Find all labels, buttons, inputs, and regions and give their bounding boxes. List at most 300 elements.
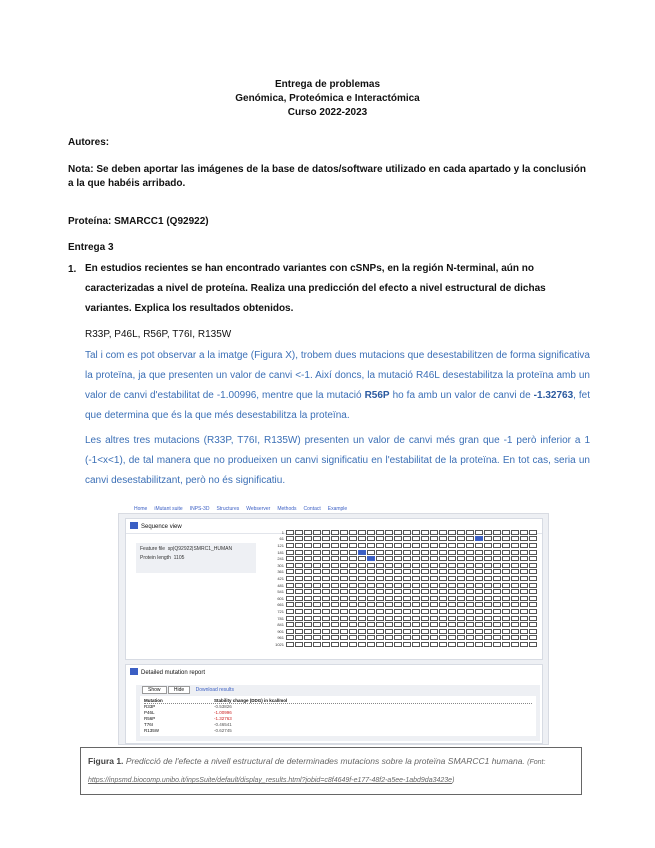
residue-cell[interactable] <box>340 609 348 614</box>
residue-cell[interactable] <box>421 530 429 535</box>
residue-cell[interactable] <box>376 563 384 568</box>
residue-cell[interactable] <box>502 629 510 634</box>
residue-cell[interactable] <box>367 642 375 647</box>
residue-cell[interactable] <box>385 596 393 601</box>
residue-cell[interactable] <box>421 576 429 581</box>
residue-cell[interactable] <box>313 609 321 614</box>
residue-cell[interactable] <box>367 602 375 607</box>
residue-cell[interactable] <box>394 536 402 541</box>
residue-cell[interactable] <box>349 543 357 548</box>
residue-cell[interactable] <box>484 576 492 581</box>
residue-cell[interactable] <box>331 583 339 588</box>
residue-cell[interactable] <box>349 530 357 535</box>
residue-cell[interactable] <box>502 589 510 594</box>
residue-cell[interactable] <box>466 576 474 581</box>
residue-cell[interactable] <box>295 530 303 535</box>
residue-cell[interactable] <box>502 543 510 548</box>
residue-cell[interactable] <box>457 616 465 621</box>
residue-cell[interactable] <box>466 583 474 588</box>
residue-cell[interactable] <box>466 642 474 647</box>
residue-cell[interactable] <box>367 576 375 581</box>
residue-cell[interactable] <box>412 550 420 555</box>
residue-cell[interactable] <box>349 550 357 555</box>
residue-cell[interactable] <box>367 589 375 594</box>
residue-cell[interactable] <box>367 622 375 627</box>
residue-cell[interactable] <box>340 530 348 535</box>
residue-cell[interactable] <box>466 609 474 614</box>
residue-cell[interactable] <box>493 530 501 535</box>
residue-cell[interactable] <box>358 576 366 581</box>
residue-cell[interactable] <box>511 642 519 647</box>
residue-cell[interactable] <box>448 596 456 601</box>
residue-cell[interactable] <box>475 642 483 647</box>
residue-cell[interactable] <box>313 550 321 555</box>
residue-cell[interactable] <box>394 622 402 627</box>
residue-cell[interactable] <box>322 629 330 634</box>
residue-cell[interactable] <box>511 536 519 541</box>
residue-cell[interactable] <box>493 583 501 588</box>
residue-cell[interactable] <box>367 609 375 614</box>
residue-cell[interactable] <box>421 543 429 548</box>
residue-cell[interactable] <box>448 583 456 588</box>
residue-cell[interactable] <box>520 583 528 588</box>
residue-cell[interactable] <box>349 602 357 607</box>
residue-cell[interactable] <box>457 629 465 634</box>
residue-cell[interactable] <box>295 563 303 568</box>
residue-cell[interactable] <box>457 556 465 561</box>
residue-cell[interactable] <box>322 622 330 627</box>
residue-cell[interactable] <box>466 602 474 607</box>
residue-cell[interactable] <box>529 616 537 621</box>
residue-cell[interactable] <box>430 569 438 574</box>
residue-cell[interactable] <box>493 622 501 627</box>
residue-cell[interactable] <box>457 563 465 568</box>
residue-cell[interactable] <box>313 642 321 647</box>
residue-cell[interactable] <box>349 616 357 621</box>
residue-cell[interactable] <box>358 530 366 535</box>
residue-cell[interactable] <box>385 589 393 594</box>
residue-cell[interactable] <box>376 589 384 594</box>
residue-cell[interactable] <box>457 543 465 548</box>
residue-cell[interactable] <box>466 556 474 561</box>
residue-cell[interactable] <box>448 635 456 640</box>
residue-cell[interactable] <box>484 642 492 647</box>
residue-cell[interactable] <box>439 622 447 627</box>
residue-cell[interactable] <box>304 602 312 607</box>
residue-cell[interactable] <box>322 556 330 561</box>
residue-cell[interactable] <box>340 589 348 594</box>
residue-cell[interactable] <box>349 589 357 594</box>
residue-cell[interactable] <box>529 602 537 607</box>
residue-cell[interactable] <box>304 609 312 614</box>
residue-cell[interactable] <box>502 583 510 588</box>
residue-cell[interactable] <box>403 563 411 568</box>
residue-cell[interactable] <box>412 596 420 601</box>
residue-cell[interactable] <box>448 530 456 535</box>
residue-cell[interactable] <box>403 569 411 574</box>
residue-cell[interactable] <box>349 583 357 588</box>
residue-cell[interactable] <box>304 550 312 555</box>
residue-cell[interactable] <box>412 609 420 614</box>
residue-cell[interactable] <box>466 543 474 548</box>
residue-cell[interactable] <box>439 602 447 607</box>
residue-cell[interactable] <box>466 563 474 568</box>
residue-cell[interactable] <box>313 602 321 607</box>
residue-cell[interactable] <box>358 596 366 601</box>
residue-cell[interactable] <box>367 556 375 561</box>
residue-cell[interactable] <box>286 550 294 555</box>
residue-cell[interactable] <box>493 642 501 647</box>
residue-cell[interactable] <box>520 635 528 640</box>
residue-cell[interactable] <box>358 556 366 561</box>
residue-cell[interactable] <box>520 530 528 535</box>
residue-cell[interactable] <box>529 569 537 574</box>
residue-cell[interactable] <box>520 556 528 561</box>
residue-cell[interactable] <box>511 530 519 535</box>
residue-cell[interactable] <box>322 642 330 647</box>
residue-cell[interactable] <box>502 563 510 568</box>
residue-cell[interactable] <box>322 530 330 535</box>
residue-cell[interactable] <box>457 536 465 541</box>
residue-cell[interactable] <box>403 583 411 588</box>
residue-cell[interactable] <box>511 596 519 601</box>
residue-cell[interactable] <box>448 629 456 634</box>
residue-cell[interactable] <box>466 629 474 634</box>
residue-cell[interactable] <box>385 563 393 568</box>
residue-cell[interactable] <box>376 635 384 640</box>
residue-cell[interactable] <box>358 629 366 634</box>
residue-cell[interactable] <box>466 635 474 640</box>
residue-cell[interactable] <box>475 616 483 621</box>
residue-cell[interactable] <box>313 576 321 581</box>
residue-cell[interactable] <box>304 569 312 574</box>
residue-cell[interactable] <box>457 530 465 535</box>
residue-cell[interactable] <box>322 583 330 588</box>
residue-cell[interactable] <box>376 569 384 574</box>
residue-cell[interactable] <box>358 563 366 568</box>
residue-cell[interactable] <box>475 622 483 627</box>
residue-cell[interactable] <box>403 530 411 535</box>
residue-cell[interactable] <box>394 530 402 535</box>
residue-cell[interactable] <box>385 569 393 574</box>
residue-cell[interactable] <box>394 550 402 555</box>
residue-cell[interactable] <box>358 609 366 614</box>
residue-cell[interactable] <box>322 569 330 574</box>
residue-cell[interactable] <box>430 536 438 541</box>
residue-cell[interactable] <box>421 556 429 561</box>
residue-cell[interactable] <box>502 530 510 535</box>
residue-cell[interactable] <box>448 602 456 607</box>
residue-cell[interactable] <box>322 596 330 601</box>
residue-cell[interactable] <box>340 536 348 541</box>
residue-cell[interactable] <box>313 629 321 634</box>
residue-cell[interactable] <box>331 543 339 548</box>
residue-cell[interactable] <box>340 543 348 548</box>
residue-cell[interactable] <box>349 629 357 634</box>
residue-cell[interactable] <box>340 622 348 627</box>
residue-cell[interactable] <box>394 602 402 607</box>
residue-cell[interactable] <box>331 569 339 574</box>
residue-cell[interactable] <box>520 543 528 548</box>
residue-cell[interactable] <box>367 569 375 574</box>
residue-cell[interactable] <box>457 550 465 555</box>
residue-cell[interactable] <box>430 556 438 561</box>
residue-cell[interactable] <box>358 536 366 541</box>
residue-cell[interactable] <box>439 536 447 541</box>
residue-cell[interactable] <box>385 576 393 581</box>
residue-cell[interactable] <box>394 642 402 647</box>
residue-cell[interactable] <box>448 550 456 555</box>
residue-cell[interactable] <box>358 569 366 574</box>
residue-cell[interactable] <box>484 609 492 614</box>
residue-cell[interactable] <box>475 609 483 614</box>
residue-cell[interactable] <box>421 622 429 627</box>
collapse-icon-2[interactable] <box>130 668 138 675</box>
residue-cell[interactable] <box>394 583 402 588</box>
residue-cell[interactable] <box>349 596 357 601</box>
residue-cell[interactable] <box>340 563 348 568</box>
residue-cell[interactable] <box>475 550 483 555</box>
residue-cell[interactable] <box>511 635 519 640</box>
residue-cell[interactable] <box>295 536 303 541</box>
residue-cell[interactable] <box>340 550 348 555</box>
residue-cell[interactable] <box>457 589 465 594</box>
residue-cell[interactable] <box>511 556 519 561</box>
residue-cell[interactable] <box>340 635 348 640</box>
residue-cell[interactable] <box>412 543 420 548</box>
residue-cell[interactable] <box>439 530 447 535</box>
residue-cell[interactable] <box>439 556 447 561</box>
residue-cell[interactable] <box>349 556 357 561</box>
residue-cell[interactable] <box>457 635 465 640</box>
residue-cell[interactable] <box>493 543 501 548</box>
residue-cell[interactable] <box>412 642 420 647</box>
residue-cell[interactable] <box>349 569 357 574</box>
residue-cell[interactable] <box>313 596 321 601</box>
residue-cell[interactable] <box>502 609 510 614</box>
residue-cell[interactable] <box>439 642 447 647</box>
residue-cell[interactable] <box>304 576 312 581</box>
residue-cell[interactable] <box>376 530 384 535</box>
residue-cell[interactable] <box>313 569 321 574</box>
residue-cell[interactable] <box>331 622 339 627</box>
residue-cell[interactable] <box>286 556 294 561</box>
residue-cell[interactable] <box>340 576 348 581</box>
residue-cell[interactable] <box>394 556 402 561</box>
residue-cell[interactable] <box>331 530 339 535</box>
residue-cell[interactable] <box>394 629 402 634</box>
residue-cell[interactable] <box>520 609 528 614</box>
residue-cell[interactable] <box>412 583 420 588</box>
residue-cell[interactable] <box>412 622 420 627</box>
residue-cell[interactable] <box>322 616 330 621</box>
residue-cell[interactable] <box>448 622 456 627</box>
residue-cell[interactable] <box>466 622 474 627</box>
residue-cell[interactable] <box>322 635 330 640</box>
residue-cell[interactable] <box>340 583 348 588</box>
residue-cell[interactable] <box>475 589 483 594</box>
residue-cell[interactable] <box>403 596 411 601</box>
residue-cell[interactable] <box>511 609 519 614</box>
residue-cell[interactable] <box>403 629 411 634</box>
residue-cell[interactable] <box>295 616 303 621</box>
residue-cell[interactable] <box>475 635 483 640</box>
residue-cell[interactable] <box>493 576 501 581</box>
residue-cell[interactable] <box>376 609 384 614</box>
residue-cell[interactable] <box>295 550 303 555</box>
residue-cell[interactable] <box>286 602 294 607</box>
residue-cell[interactable] <box>529 635 537 640</box>
residue-cell[interactable] <box>466 596 474 601</box>
residue-cell[interactable] <box>511 602 519 607</box>
residue-cell[interactable] <box>385 635 393 640</box>
residue-cell[interactable] <box>529 536 537 541</box>
residue-cell[interactable] <box>394 569 402 574</box>
residue-cell[interactable] <box>439 543 447 548</box>
residue-cell[interactable] <box>403 550 411 555</box>
residue-cell[interactable] <box>520 569 528 574</box>
residue-cell[interactable] <box>439 609 447 614</box>
residue-cell[interactable] <box>340 642 348 647</box>
residue-cell[interactable] <box>448 556 456 561</box>
residue-cell[interactable] <box>448 536 456 541</box>
residue-cell[interactable] <box>304 616 312 621</box>
residue-cell[interactable] <box>376 536 384 541</box>
residue-cell[interactable] <box>349 635 357 640</box>
residue-cell[interactable] <box>376 629 384 634</box>
residue-cell[interactable] <box>295 589 303 594</box>
residue-cell[interactable] <box>511 550 519 555</box>
residue-cell[interactable] <box>403 589 411 594</box>
residue-cell[interactable] <box>412 576 420 581</box>
residue-cell[interactable] <box>385 550 393 555</box>
residue-cell[interactable] <box>529 576 537 581</box>
residue-cell[interactable] <box>331 589 339 594</box>
residue-cell[interactable] <box>376 576 384 581</box>
residue-cell[interactable] <box>421 609 429 614</box>
residue-cell[interactable] <box>313 543 321 548</box>
residue-cell[interactable] <box>331 635 339 640</box>
residue-cell[interactable] <box>322 602 330 607</box>
residue-cell[interactable] <box>367 583 375 588</box>
residue-cell[interactable] <box>412 602 420 607</box>
residue-cell[interactable] <box>394 609 402 614</box>
residue-cell[interactable] <box>331 602 339 607</box>
residue-cell[interactable] <box>502 616 510 621</box>
residue-cell[interactable] <box>412 536 420 541</box>
residue-cell[interactable] <box>295 629 303 634</box>
residue-cell[interactable] <box>493 550 501 555</box>
residue-cell[interactable] <box>304 556 312 561</box>
residue-cell[interactable] <box>394 635 402 640</box>
residue-cell[interactable] <box>421 550 429 555</box>
residue-cell[interactable] <box>322 609 330 614</box>
residue-cell[interactable] <box>493 616 501 621</box>
residue-cell[interactable] <box>529 622 537 627</box>
residue-cell[interactable] <box>520 563 528 568</box>
residue-cell[interactable] <box>394 616 402 621</box>
residue-cell[interactable] <box>367 616 375 621</box>
residue-cell[interactable] <box>367 635 375 640</box>
residue-cell[interactable] <box>448 616 456 621</box>
residue-cell[interactable] <box>529 596 537 601</box>
hide-tab[interactable]: Hide <box>168 686 190 694</box>
residue-cell[interactable] <box>448 569 456 574</box>
residue-cell[interactable] <box>502 642 510 647</box>
residue-cell[interactable] <box>376 602 384 607</box>
residue-cell[interactable] <box>286 563 294 568</box>
residue-cell[interactable] <box>286 576 294 581</box>
residue-cell[interactable] <box>511 563 519 568</box>
residue-cell[interactable] <box>448 543 456 548</box>
residue-cell[interactable] <box>421 629 429 634</box>
residue-cell[interactable] <box>502 635 510 640</box>
residue-cell[interactable] <box>403 543 411 548</box>
residue-cell[interactable] <box>484 569 492 574</box>
residue-cell[interactable] <box>286 616 294 621</box>
residue-cell[interactable] <box>340 556 348 561</box>
residue-cell[interactable] <box>349 622 357 627</box>
residue-cell[interactable] <box>493 635 501 640</box>
residue-cell[interactable] <box>493 569 501 574</box>
residue-cell[interactable] <box>304 583 312 588</box>
residue-cell[interactable] <box>511 576 519 581</box>
residue-cell[interactable] <box>385 543 393 548</box>
residue-cell[interactable] <box>313 616 321 621</box>
residue-cell[interactable] <box>511 589 519 594</box>
residue-cell[interactable] <box>385 629 393 634</box>
residue-cell[interactable] <box>367 536 375 541</box>
residue-cell[interactable] <box>475 629 483 634</box>
residue-cell[interactable] <box>331 642 339 647</box>
residue-cell[interactable] <box>376 556 384 561</box>
caption-source-link[interactable]: https://inpsmd.biocomp.unibo.it/inpsSuite/default/display_results.html?jobid=c8f4649f-e177-48f2-a5ee-1abd9da3423e <box>88 777 453 784</box>
residue-cell[interactable] <box>520 596 528 601</box>
residue-cell[interactable] <box>529 629 537 634</box>
residue-cell[interactable] <box>340 596 348 601</box>
residue-cell[interactable] <box>322 543 330 548</box>
residue-cell[interactable] <box>349 536 357 541</box>
residue-cell[interactable] <box>340 569 348 574</box>
residue-cell[interactable] <box>385 642 393 647</box>
residue-cell[interactable] <box>430 530 438 535</box>
residue-cell[interactable] <box>475 576 483 581</box>
residue-cell[interactable] <box>322 589 330 594</box>
residue-cell[interactable] <box>412 589 420 594</box>
residue-cell[interactable] <box>304 530 312 535</box>
residue-cell[interactable] <box>466 616 474 621</box>
residue-cell[interactable] <box>457 622 465 627</box>
residue-cell[interactable] <box>421 563 429 568</box>
residue-cell[interactable] <box>439 616 447 621</box>
download-link[interactable]: Download results <box>195 687 234 693</box>
residue-cell[interactable] <box>466 536 474 541</box>
residue-cell[interactable] <box>358 635 366 640</box>
residue-cell[interactable] <box>412 563 420 568</box>
residue-cell[interactable] <box>457 583 465 588</box>
residue-cell[interactable] <box>484 629 492 634</box>
residue-cell[interactable] <box>403 609 411 614</box>
residue-cell[interactable] <box>466 569 474 574</box>
residue-cell[interactable] <box>439 563 447 568</box>
residue-cell[interactable] <box>439 550 447 555</box>
residue-cell[interactable] <box>313 583 321 588</box>
residue-cell[interactable] <box>304 543 312 548</box>
residue-cell[interactable] <box>412 569 420 574</box>
residue-cell[interactable] <box>286 622 294 627</box>
residue-cell[interactable] <box>484 635 492 640</box>
residue-cell[interactable] <box>430 602 438 607</box>
